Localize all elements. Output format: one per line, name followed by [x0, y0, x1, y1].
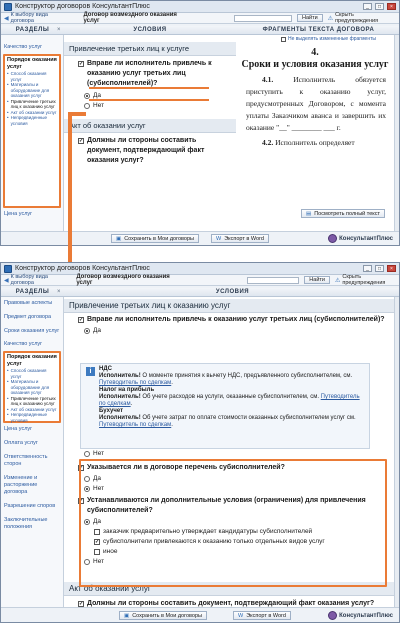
- nav-sub-label: Способ оказания услуг: [10, 71, 47, 82]
- check-option[interactable]: [64, 547, 394, 557]
- nav-sub-item[interactable]: • Способ оказания услуг: [6, 71, 58, 82]
- nav-item[interactable]: Цена услуг: [4, 426, 33, 432]
- highlight-underline: [89, 87, 209, 89]
- nav-current-section: [3, 351, 61, 423]
- nav-sub-label: Способ оказания услуг: [10, 368, 47, 379]
- subcontractor-details: [64, 461, 394, 567]
- nav-item[interactable]: Правовые аспекты: [4, 300, 53, 306]
- conditions-panel: [64, 297, 394, 607]
- search-button[interactable]: Найти: [297, 14, 323, 22]
- nav-sub-item-active[interactable]: • Привлечение третьих лиц к оказанию услуг: [7, 98, 56, 109]
- sections-header-label: РАЗДЕЛЫ: [15, 27, 50, 33]
- window-title: Конструктор договоров КонсультантПлюс: [15, 3, 150, 10]
- radio[interactable]: [84, 559, 90, 565]
- radio[interactable]: [84, 519, 90, 525]
- checkbox[interactable]: [281, 37, 286, 42]
- note-heading: Налог на прибыль: [99, 387, 155, 393]
- doc-paragraph-text: Исполнитель определяет: [275, 138, 355, 147]
- save-icon: ▣: [124, 612, 130, 619]
- doc-title: Договор возмездного оказания услуг: [83, 12, 177, 24]
- doc-paragraph: [236, 74, 394, 134]
- window-controls: [363, 265, 396, 272]
- word-icon: W: [216, 235, 222, 242]
- option-label: Нет: [93, 450, 105, 457]
- export-label: Экспорт в Word: [224, 235, 264, 242]
- question-text: Вправе ли исполнитель привлечь к оказанию услуг третьих лиц (субисполнителей)?: [87, 60, 212, 87]
- logo: [328, 611, 393, 620]
- note-heading: Бухучет: [99, 408, 124, 414]
- back-arrow-icon: ◀: [4, 15, 9, 22]
- question-subcontractors: [64, 56, 236, 90]
- note-text: Исполнитель! Об учете расходов на услуги, оказанные субисполнителем, см. Путеводитель по сделкам.: [99, 394, 360, 407]
- question-list: [64, 461, 394, 474]
- option-no[interactable]: [64, 557, 394, 567]
- no-option-row: [64, 449, 394, 459]
- nav-item[interactable]: Изменение и расторжение договора: [4, 475, 38, 495]
- nav-current-section: [3, 54, 61, 208]
- window-title: Конструктор договоров КонсультантПлюс: [15, 265, 150, 272]
- doc-heading-text: Сроки и условия оказания услуг: [241, 59, 389, 70]
- option-label: Да: [93, 327, 102, 334]
- toolbar: [1, 13, 399, 24]
- conditions-header: УСЛОВИЯ: [64, 26, 236, 35]
- info-icon: i: [86, 367, 95, 376]
- nav-sub-label: Привлечение третьих лиц к оказанию услуг: [10, 395, 56, 406]
- option-no[interactable]: [64, 449, 394, 459]
- warning-icon: ⚠: [327, 15, 334, 22]
- nav-current-label[interactable]: Порядок оказания услуг: [7, 57, 57, 70]
- logo-text: КонсультантПлюс: [339, 612, 393, 619]
- advice-note: [80, 363, 370, 449]
- nav-item-price[interactable]: Цена услуг: [4, 211, 33, 217]
- collapse-warnings-label: Скрыть предупреждения: [335, 12, 379, 24]
- nav-sub-item[interactable]: • Непредвиденные условия: [6, 412, 58, 423]
- close-icon[interactable]: ×: [387, 265, 396, 272]
- radio[interactable]: [84, 476, 90, 482]
- question-text: Вправе ли исполнитель привлечь к оказанию услуг третьих лиц (субисполнителей)?: [87, 316, 385, 323]
- search-input[interactable]: [247, 277, 299, 284]
- nav-sub-label: Привлечение третьих лиц к оказанию услуг: [10, 98, 56, 109]
- save-label: Сохранить в Мои договоры: [124, 235, 194, 242]
- view-full-text-button[interactable]: [301, 209, 385, 218]
- close-panel-icon[interactable]: ×: [56, 27, 61, 33]
- checkbox[interactable]: ✓: [79, 61, 84, 67]
- nav-sub-item[interactable]: • Акт об оказании услуг: [7, 406, 57, 412]
- check-option[interactable]: [64, 537, 394, 547]
- radio[interactable]: [84, 328, 90, 334]
- option-label: Нет: [93, 558, 105, 565]
- sections-header: [1, 288, 64, 297]
- conditions-header: УСЛОВИЯ: [64, 288, 400, 297]
- check-label: иное: [103, 548, 118, 555]
- sections-nav: [1, 35, 64, 233]
- collapse-warnings-button[interactable]: [335, 274, 396, 286]
- window-bottom: [0, 262, 400, 623]
- close-panel-icon[interactable]: ×: [56, 289, 61, 295]
- nav-sub-item[interactable]: • Способ оказания услуг: [6, 368, 58, 379]
- question-subcontractors: [64, 313, 394, 326]
- option-label: Да: [93, 518, 102, 525]
- nav-sub-item[interactable]: • Непредвиденные условия: [6, 115, 58, 126]
- nav-sub-label: Материалы и оборудование для оказания услуг: [10, 82, 50, 98]
- sections-header: [1, 26, 64, 35]
- doc-paragraph-num: 4.1.: [262, 75, 274, 84]
- doc-title: Договор возмездного оказания услуг: [76, 274, 170, 286]
- minimize-icon[interactable]: _: [363, 265, 372, 272]
- doc-heading-num: 4.: [311, 47, 319, 58]
- nav-sub-label: Акт об оказании услуг: [10, 406, 57, 412]
- app-icon: [4, 265, 12, 273]
- nav-sub-label: Непредвиденные условия: [10, 412, 48, 423]
- nav-sub-label: Непредвиденные условия: [10, 115, 48, 126]
- logo-icon: [328, 611, 337, 620]
- checkbox[interactable]: ✓: [95, 539, 100, 545]
- document-preview: [236, 35, 394, 233]
- section-header: Акт об оказании услуг: [64, 582, 394, 596]
- guide-link[interactable]: Путеводитель по сделкам: [99, 394, 360, 407]
- checkbox[interactable]: [94, 529, 100, 535]
- check-option[interactable]: [64, 527, 394, 537]
- doc-heading: [236, 47, 394, 71]
- logo: [328, 234, 393, 243]
- question-text: Устанавливаются ли дополнительные условия (ограничения) для привлечения субисполнителей?: [87, 497, 366, 514]
- doc-paragraph-text: Исполнитель обязуется приступить к оказанию услуг, предусмотренных Договором, с момента уплаты Заказчиком аванса и завершить их оказание "__" ________ ___ г.: [246, 75, 386, 132]
- option-label: Да: [93, 92, 102, 99]
- question-text: Должны ли стороны составить документ, подтверждающий факт оказания услуг?: [87, 600, 375, 607]
- save-label: Сохранить в Мои договоры: [132, 612, 202, 619]
- check-label: субисполнители привлекаются к оказанию только отдельных видов услуг: [103, 538, 325, 545]
- nav-item[interactable]: Заключительные положения: [4, 517, 48, 530]
- guide-link[interactable]: Путеводитель по сделкам: [99, 422, 172, 428]
- act-section: [64, 582, 394, 607]
- back-label: К выбору вида договора: [10, 274, 48, 286]
- radio[interactable]: [84, 451, 90, 457]
- nav-item[interactable]: Качество услуг: [4, 341, 43, 347]
- save-button[interactable]: [119, 611, 207, 620]
- nav-item[interactable]: Оплата услуг: [4, 440, 38, 446]
- doc-options[interactable]: [236, 35, 394, 43]
- export-word-button[interactable]: [233, 611, 291, 620]
- logo-text: КонсультантПлюс: [339, 235, 393, 242]
- nav-item-quality[interactable]: Качество услуг: [4, 44, 43, 50]
- back-link[interactable]: [4, 12, 70, 24]
- close-icon[interactable]: ×: [387, 3, 396, 10]
- note-text: Исполнитель! О моменте принятия к вычету НДС, предъявленного субисполнителем, см. Путеводитель по сделкам.: [99, 373, 353, 386]
- checkbox[interactable]: ✓: [79, 317, 84, 323]
- minimize-icon[interactable]: _: [363, 3, 372, 10]
- back-arrow-icon: ◀: [4, 277, 9, 284]
- guide-link[interactable]: Путеводитель по сделкам: [99, 380, 172, 386]
- option-yes[interactable]: [64, 326, 394, 336]
- nav-sub-item[interactable]: • Акт об оказании услуг: [7, 109, 57, 115]
- doc-paragraph: [236, 137, 394, 149]
- doc-paragraph-num: 4.2.: [262, 138, 274, 147]
- nav-item[interactable]: Предмет договора: [4, 314, 52, 320]
- checkbox[interactable]: [94, 549, 100, 555]
- option-yes[interactable]: [64, 474, 394, 484]
- save-icon: ▣: [116, 235, 122, 242]
- option-label: Нет: [93, 102, 105, 109]
- search-button[interactable]: Найти: [304, 276, 330, 284]
- nav-sub-item-active[interactable]: • Привлечение третьих лиц к оказанию услуг: [7, 395, 56, 406]
- sections-nav: [1, 297, 64, 607]
- radio[interactable]: [84, 486, 90, 492]
- nav-sub-label: Материалы и оборудование для оказания услуг: [10, 379, 50, 395]
- option-label: Нет: [93, 485, 105, 492]
- word-icon: W: [238, 612, 244, 619]
- logo-icon: [328, 234, 337, 243]
- checkbox[interactable]: ✓: [79, 138, 84, 144]
- save-button[interactable]: [111, 234, 199, 243]
- note-heading: НДС: [99, 366, 112, 372]
- conditions-scrollbar[interactable]: [394, 297, 400, 607]
- checkbox[interactable]: ✓: [79, 498, 84, 504]
- option-yes[interactable]: [64, 517, 394, 527]
- section-header: Привлечение третьих лиц к услуге: [64, 42, 236, 56]
- nav-sub-item[interactable]: • Материалы и оборудование для оказания услуг: [6, 82, 58, 99]
- maximize-icon[interactable]: □: [375, 265, 384, 272]
- window-controls: [363, 3, 396, 10]
- highlight-underline: [89, 99, 209, 101]
- warning-icon: ⚠: [335, 277, 341, 284]
- export-word-button[interactable]: [211, 234, 269, 243]
- nav-item[interactable]: Разрешение споров: [4, 503, 56, 509]
- back-link[interactable]: [4, 274, 63, 286]
- export-label: Экспорт в Word: [246, 612, 286, 619]
- view-full-text-label: Посмотреть полный текст: [314, 210, 381, 217]
- question-text: Должны ли стороны составить документ, подтверждающий факт оказания услуг?: [87, 137, 205, 164]
- radio[interactable]: [84, 103, 90, 109]
- nav-current-label[interactable]: Порядок оказания услуг: [7, 354, 57, 367]
- check-label: заказчик предварительно утверждает кандидатуры субисполнителей: [103, 528, 313, 535]
- doc-options-label: Не выделять измененные фрагменты: [288, 36, 376, 42]
- document-icon: ▤: [306, 210, 312, 217]
- checkbox[interactable]: ✓: [79, 465, 84, 471]
- section-header: Привлечение третьих лиц к оказанию услуг: [64, 299, 394, 313]
- section-header: Акт об оказании услуг: [64, 119, 236, 133]
- nav-item[interactable]: Ответственность сторон: [4, 454, 48, 467]
- checkbox[interactable]: ✓: [79, 601, 84, 607]
- option-label: Да: [93, 475, 102, 482]
- nav-sub-label: Акт об оказании услуг: [10, 109, 57, 115]
- collapse-warnings-label: Скрыть предупреждения: [342, 274, 386, 286]
- fragments-header: ФРАГМЕНТЫ ТЕКСТА ДОГОВОРА: [236, 26, 400, 35]
- toolbar: [1, 275, 399, 286]
- back-label: К выбору вида договора: [10, 12, 48, 24]
- nav-sub-item[interactable]: • Материалы и оборудование для оказания услуг: [6, 379, 58, 396]
- search-input[interactable]: [234, 15, 292, 22]
- collapse-warnings-button[interactable]: [328, 12, 396, 24]
- note-text: Исполнитель! Об учете затрат по оплате стоимости оказанных субисполнителем услуг см. Путеводитель по сделкам.: [99, 415, 356, 428]
- app-icon: [4, 3, 12, 11]
- question-conditions: [64, 494, 394, 517]
- doc-scrollbar[interactable]: [394, 35, 400, 233]
- nav-item[interactable]: Сроки оказания услуг: [4, 328, 60, 334]
- bottom-bar: [1, 607, 399, 623]
- question-text: Указывается ли в договоре перечень субисполнителей?: [87, 464, 285, 471]
- maximize-icon[interactable]: □: [375, 3, 384, 10]
- sections-header-label: РАЗДЕЛЫ: [15, 289, 50, 295]
- option-no[interactable]: [64, 484, 394, 494]
- question-act: [64, 596, 394, 607]
